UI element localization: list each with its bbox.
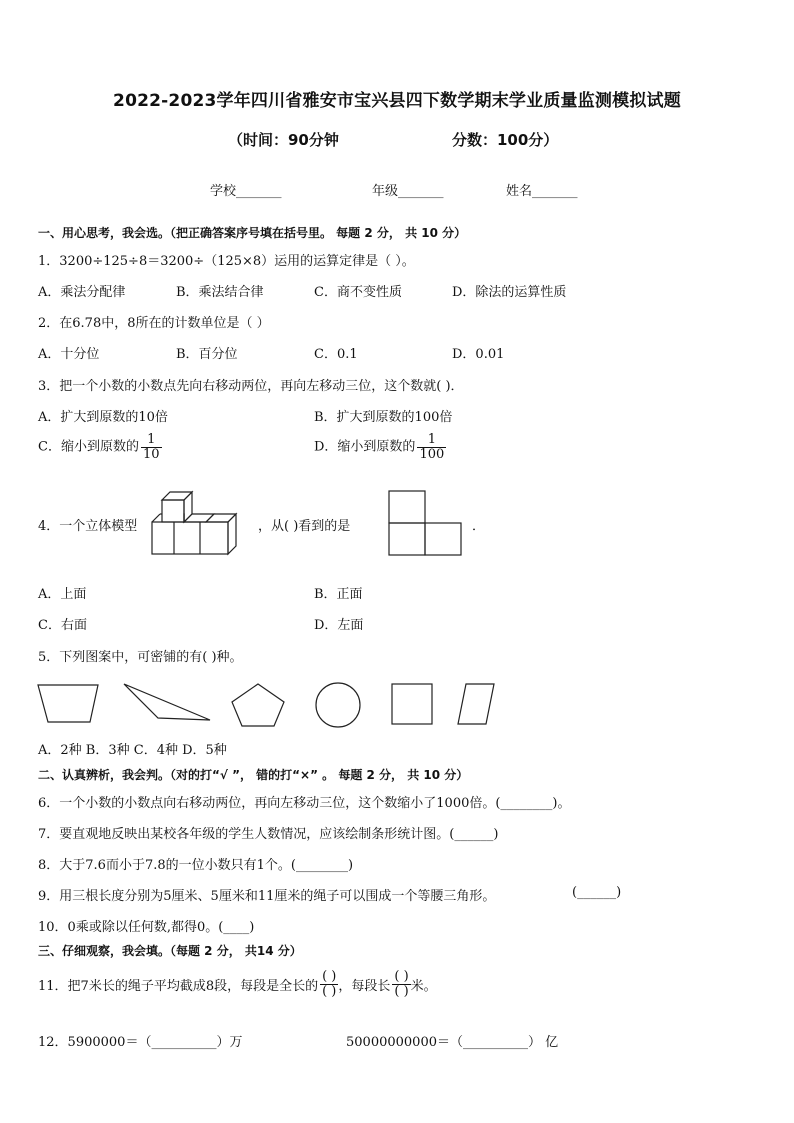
q4-option-b[interactable]: B．正面 (314, 587, 363, 602)
question-2: 2．在6.78中，8所在的计数单位是（ ） (38, 316, 270, 331)
question-3: 3．把一个小数的小数点先向右移动两位，再向左移动三位，这个数就( )． (38, 379, 464, 394)
q2-option-c[interactable]: C．0.1 (314, 347, 358, 362)
fraction-one-tenth: $\frac{1}{10}$ (142, 432, 160, 462)
q4-option-d[interactable]: D．左面 (314, 618, 364, 633)
question-11-fraction-blank-1[interactable]: $\frac{( )}{( )}$ (322, 969, 337, 999)
question-9-blank[interactable]: (______) (572, 885, 622, 900)
q3-option-a[interactable]: A．扩大到原数的10倍 (38, 410, 168, 425)
view-figure (388, 490, 463, 556)
trapezoid-shape (38, 685, 98, 722)
question-6: 6．一个小数的小数点向右移动两位，再向左移动三位，这个数缩小了1000倍。(________)。 (38, 796, 571, 811)
q2-option-b[interactable]: B．百分位 (176, 347, 238, 362)
solid-model-figure (150, 490, 245, 558)
q3-option-d-label: D．缩小到原数的 (314, 439, 416, 455)
question-11 (38, 970, 437, 998)
question-12-part-2: 50000000000＝（__________） 亿 (346, 1035, 559, 1050)
exam-title: 2022-2023学年四川省雅安市宝兴县四下数学期末学业质量监测模拟试题 (113, 91, 681, 111)
parallelogram-shape (458, 684, 494, 724)
circle-shape (316, 683, 360, 727)
question-11-fraction-blank-2[interactable]: $\frac{( )}{( )}$ (394, 969, 409, 999)
question-7: 7．要直观地反映出某校各年级的学生人数情况，应该绘制条形统计图。(______) (38, 827, 499, 842)
q3-option-c[interactable] (38, 433, 162, 461)
question-8: 8．大于7.6而小于7.8的一位小数只有1个。(________) (38, 858, 354, 873)
grade-field[interactable]: 年级_______ (372, 184, 444, 199)
question-1: 1．3200÷125÷8＝3200÷（125×8）运用的运算定律是（ ）。 (38, 254, 415, 269)
question-9: 9．用三根长度分别为5厘米、5厘米和11厘米的绳子可以围成一个等腰三角形。 (38, 889, 496, 904)
square-shape (392, 684, 432, 724)
q2-option-d[interactable]: D．0.01 (452, 347, 505, 362)
q4-option-a[interactable]: A．上面 (38, 587, 87, 602)
triangle-shape (124, 684, 210, 720)
question-11-text-a: 11．把7米长的绳子平均截成8段，每段是全长的 (38, 978, 319, 994)
name-field[interactable]: 姓名_______ (506, 184, 578, 199)
q1-option-a[interactable]: A．乘法分配律 (38, 285, 126, 300)
question-11-text-b: ，每段长 (338, 978, 391, 994)
fraction-one-hundredth: $\frac{1}{100}$ (419, 432, 445, 462)
question-4-prefix: 4．一个立体模型 (38, 519, 138, 534)
section-2-heading: 二、认真辨析，我会判。（对的打“√ ”， 错的打“×” 。 每题 2 分， 共 10 分） (38, 768, 469, 782)
q1-option-b[interactable]: B．乘法结合律 (176, 285, 264, 300)
q1-option-c[interactable]: C．商不变性质 (314, 285, 402, 300)
q3-option-c-label: C．缩小到原数的 (38, 439, 139, 455)
question-4-suffix: ． (472, 519, 486, 534)
question-11-text-c: 米。 (410, 978, 437, 994)
question-12-part-1: 12．5900000＝（__________）万 (38, 1035, 243, 1050)
q2-option-a[interactable]: A．十分位 (38, 347, 100, 362)
school-field[interactable]: 学校_______ (210, 184, 282, 199)
q3-option-d[interactable] (314, 433, 446, 461)
section-1-heading: 一、用心思考，我会选。（把正确答案序号填在括号里。 每题 2 分， 共 10 分） (38, 226, 467, 240)
tessellation-shapes-figure (36, 680, 506, 730)
time-label: （时间：90分钟 (228, 131, 339, 149)
q3-option-b[interactable]: B．扩大到原数的100倍 (314, 410, 453, 425)
question-4-middle: ，从( )看到的是 (258, 519, 351, 534)
question-5: 5．下列图案中，可密铺的有( )种。 (38, 650, 243, 665)
q4-option-c[interactable]: C．右面 (38, 618, 87, 633)
q5-options[interactable]: A．2种 B．3种 C．4种 D．5种 (38, 743, 227, 758)
score-label: 分数：100分） (452, 131, 559, 149)
q1-option-d[interactable]: D．除法的运算性质 (452, 285, 567, 300)
question-10: 10．0乘或除以任何数,都得0。(____) (38, 920, 255, 935)
section-3-heading: 三、仔细观察，我会填。（每题 2 分， 共14 分） (38, 944, 302, 958)
pentagon-shape (232, 684, 284, 726)
